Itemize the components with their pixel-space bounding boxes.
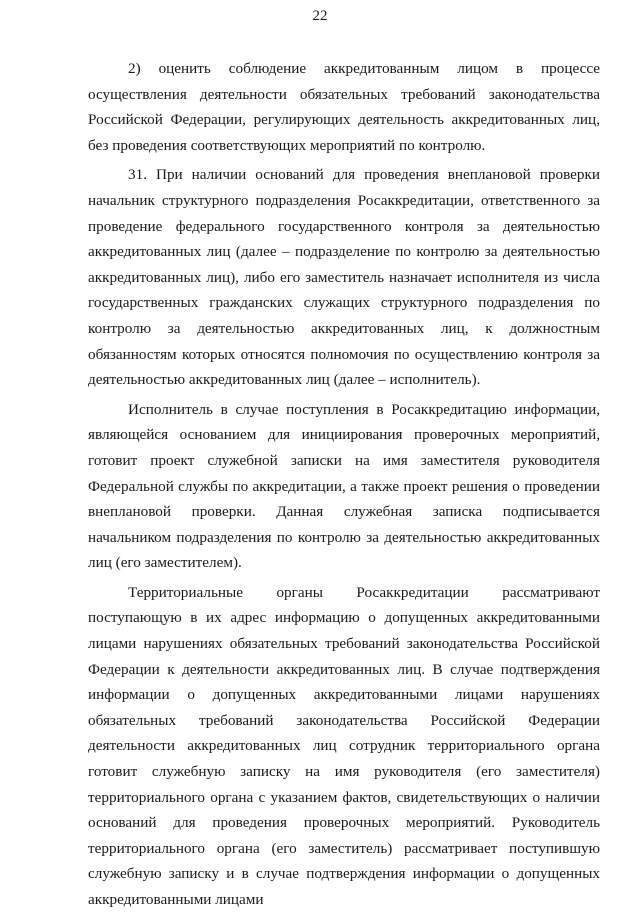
- paragraph-executor: Исполнитель в случае поступления в Росаккредитацию информации, являющейся основанием для инициирования проверочных мероприятий, готовит проект служебной записки на имя заместителя руководителя Федеральной службы по аккредитации, а также проект решения о проведении внеплановой проверки. Данная служебная записка подписывается начальником подразделения по контролю за деятельностью аккредитованных лиц (его заместителем).: [88, 400, 600, 572]
- paragraph-item-2: 2) оценить соблюдение аккредитованным лицом в процессе осуществления деятельности обязательных требований законодательства Российской Федерации, регулирующих деятельность аккредитованных лиц, без проведения соответствующих мероприятий по контролю.: [88, 60, 600, 154]
- paragraph-territorial-bodies: Территориальные органы Росаккредитации рассматривают поступающую в их адрес информацию о допущенных аккредитованными лицами нарушениях обязательных требований законодательства Российской Федерации к деятельности аккредитованных лиц. В случае подтверждения информации о допущенных аккредитованными лицами нарушениях обязательных требований законодательства Российской Федерации деятельности аккредитованных лиц сотрудник территориального органа готовит служебную записку на имя руководителя (его заместителя) территориального органа с указанием фактов, свидетельствующих о наличии оснований для проведения проверочных мероприятий. Руководитель территориального органа (его заместитель) рассматривает поступившую служебную записку и в случае подтверждения информации о допущенных аккредитованными лицами: [88, 583, 600, 908]
- paragraph-31: 31. При наличии оснований для проведения внеплановой проверки начальник структурного подразделения Росаккредитации, ответственного за проведение федерального государственного контроля за деятельностью аккредитованных лиц (далее – подразделение по контролю за деятельностью аккредитованных лиц), либо его заместитель назначает исполнителя из числа государственных гражданских служащих структурного подразделения по контролю за деятельностью аккредитованных лиц, к должностным обязанностям которых относятся полномочия по осуществлению контроля за деятельностью аккредитованных лиц (далее – исполнитель).: [88, 166, 600, 389]
- document-body: [88, 56, 600, 913]
- page-number: 22: [312, 8, 328, 24]
